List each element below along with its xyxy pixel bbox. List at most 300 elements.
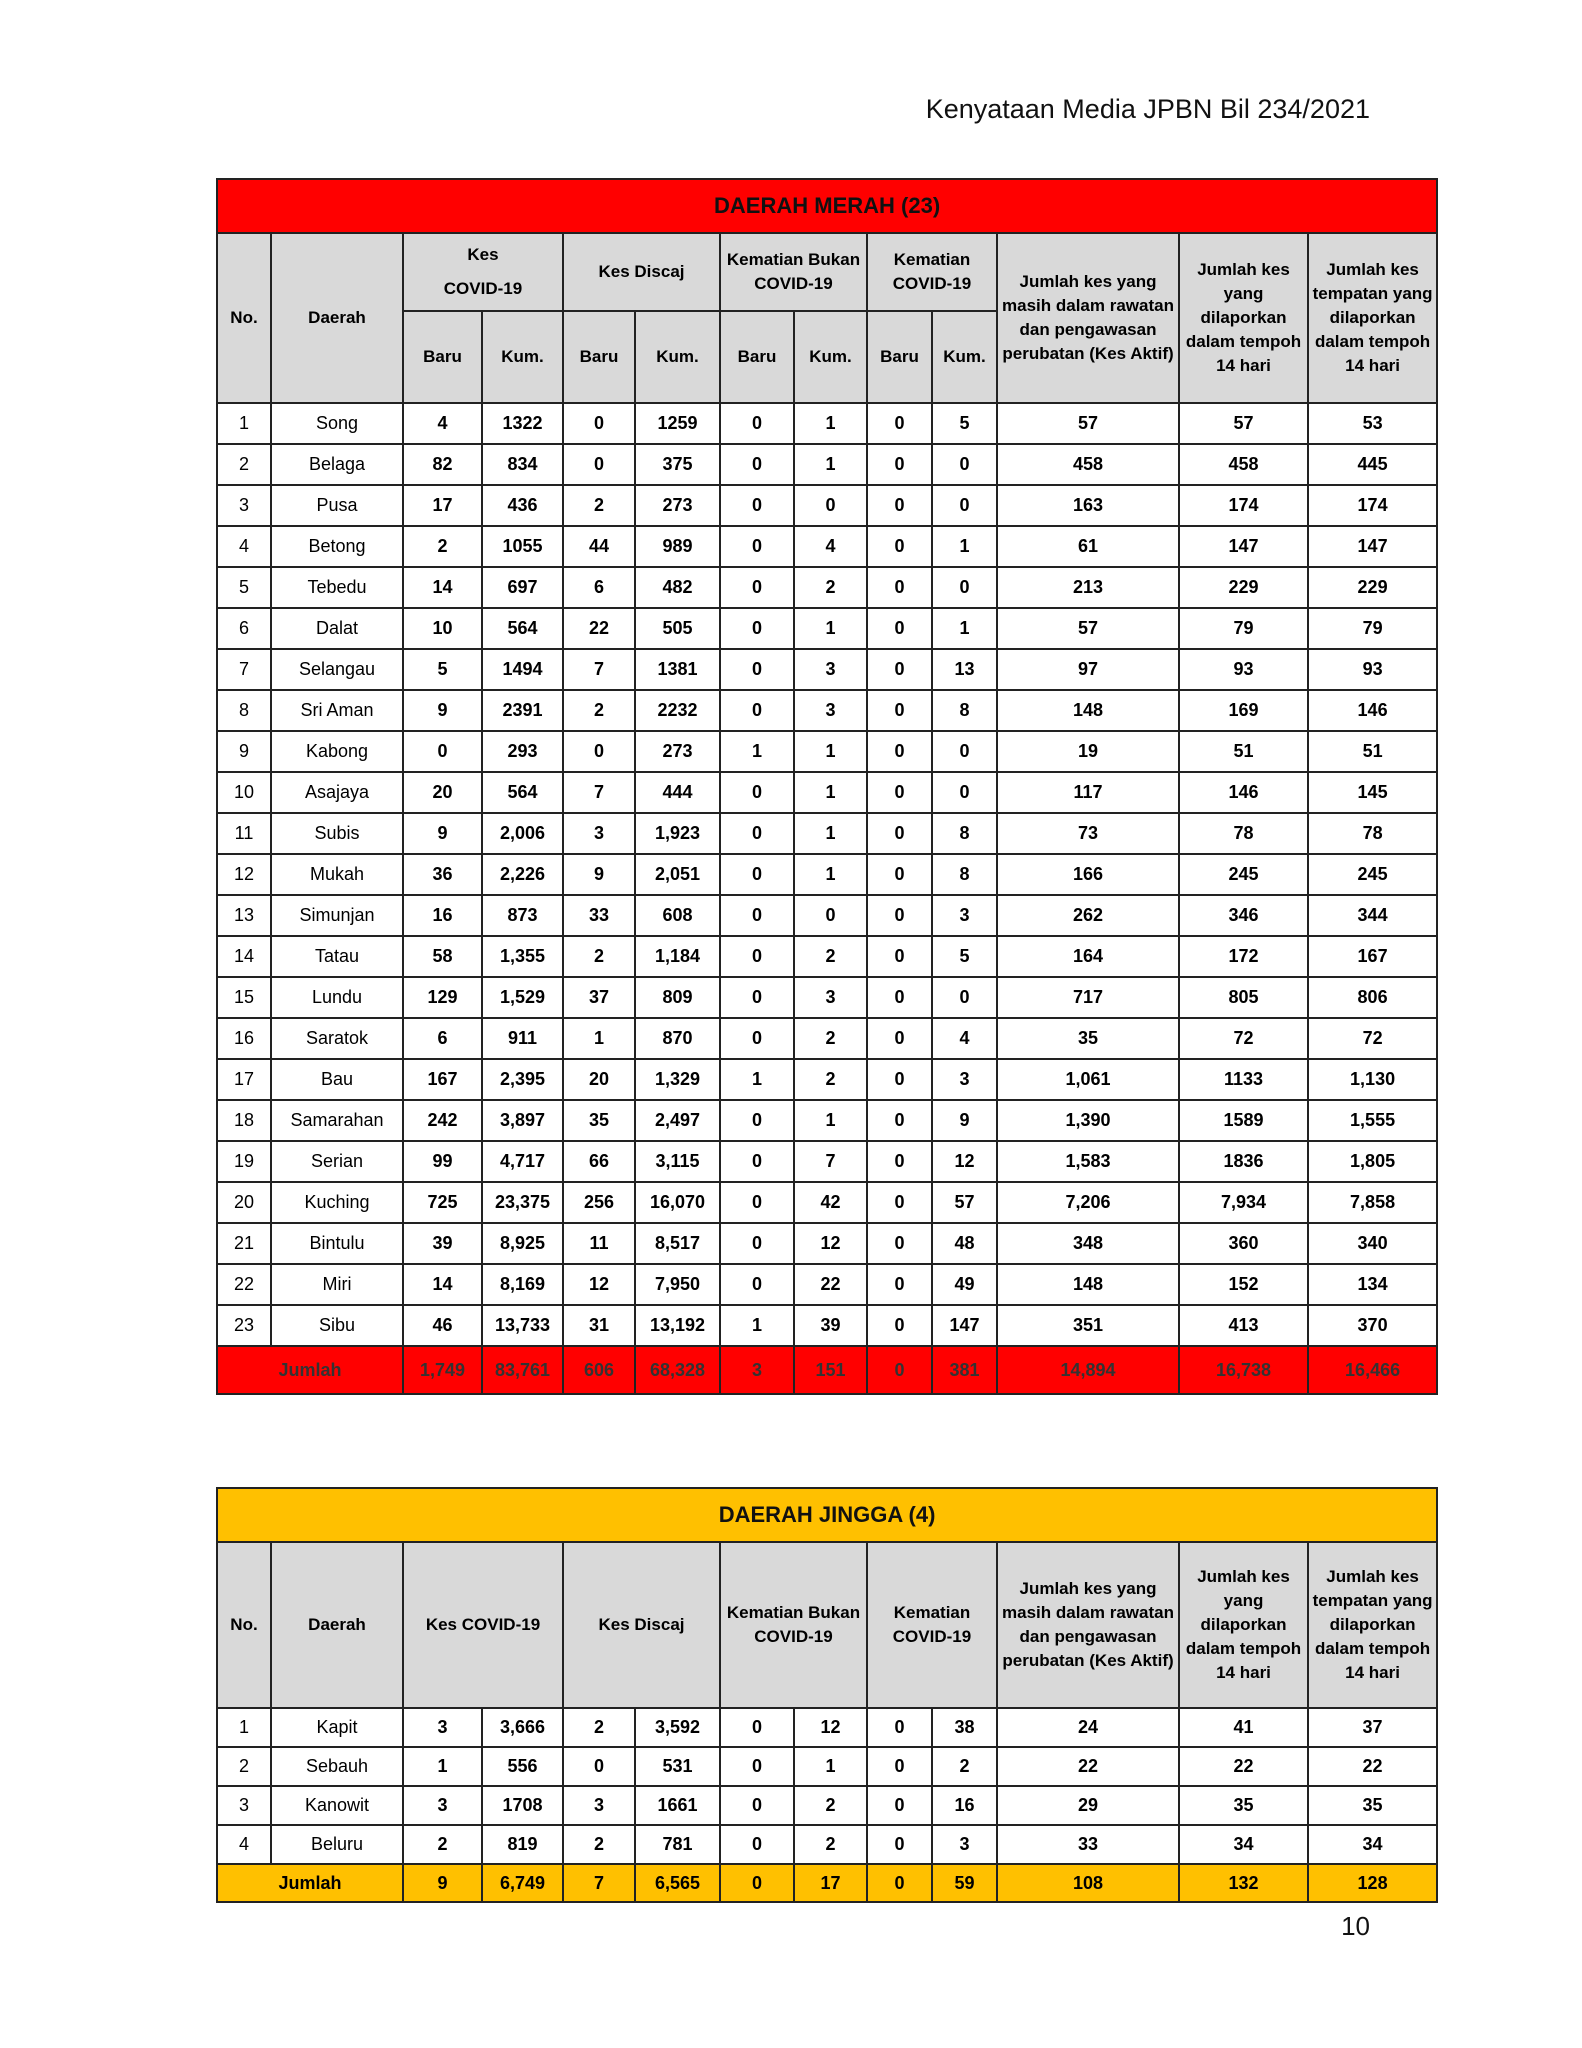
table-cell: 9 [403,690,482,731]
table-cell: 2 [403,1825,482,1864]
table-cell: 0 [563,1747,635,1786]
table-cell: 17 [217,1059,271,1100]
table-cell: 33 [563,895,635,936]
table-cell: 9 [932,1100,997,1141]
table-cell: 7 [794,1141,867,1182]
table-cell: 213 [997,567,1179,608]
total-cell: 59 [932,1864,997,1902]
sub-baru: Baru [720,311,794,403]
table-cell: Kanowit [271,1786,403,1825]
table-cell: 2 [563,1825,635,1864]
table-cell: 3 [794,690,867,731]
table-cell: 0 [867,403,932,444]
table-cell: 819 [482,1825,563,1864]
table-cell: 22 [997,1747,1179,1786]
table-cell: 5 [932,403,997,444]
table-cell: 11 [563,1223,635,1264]
table-cell: 0 [720,567,794,608]
table-cell: 413 [1179,1305,1308,1346]
document-reference: Kenyataan Media JPBN Bil 234/2021 [925,94,1370,124]
table-cell: 1,355 [482,936,563,977]
table-cell: 2,226 [482,854,563,895]
col-dilaporkan: Jumlah kes yang dilaporkan dalam tempoh 14 hari [1179,233,1308,403]
table-cell: 1,555 [1308,1100,1437,1141]
table-cell: Asajaya [271,772,403,813]
total-cell: 3 [720,1346,794,1394]
table-cell: 1661 [635,1786,720,1825]
table-cell: 13 [217,895,271,936]
table-cell: 2232 [635,690,720,731]
table-cell: 20 [403,772,482,813]
table-cell: 870 [635,1018,720,1059]
table-cell: Tebedu [271,567,403,608]
table-cell: 0 [867,444,932,485]
table-cell: 0 [867,1141,932,1182]
sub-kum: Kum. [635,311,720,403]
table-cell: 0 [720,895,794,936]
table-cell: 97 [997,649,1179,690]
table-cell: 34 [1308,1825,1437,1864]
table-cell: Kapit [271,1708,403,1747]
table-cell: 4 [217,1825,271,1864]
total-cell: 68,328 [635,1346,720,1394]
table-cell: 0 [794,895,867,936]
table-cell: 1,583 [997,1141,1179,1182]
total-cell: 9 [403,1864,482,1902]
table-cell: 3,592 [635,1708,720,1747]
table-cell: Mukah [271,854,403,895]
table-row [217,977,1437,1018]
table-cell: 48 [932,1223,997,1264]
table-cell: 35 [1308,1786,1437,1825]
table-cell: 0 [720,936,794,977]
table-row [217,1747,1437,1786]
table-cell: 134 [1308,1264,1437,1305]
sub-baru: Baru [867,311,932,403]
table-cell: 3,897 [482,1100,563,1141]
table-cell: Serian [271,1141,403,1182]
table-cell: 14 [403,1264,482,1305]
table-cell: 14 [217,936,271,977]
table-cell: 3 [794,649,867,690]
table-cell: 0 [720,403,794,444]
sub-baru: Baru [403,311,482,403]
table-cell: 0 [720,1708,794,1747]
table-cell: 0 [932,444,997,485]
col-dilaporkan: Jumlah kes yang dilaporkan dalam tempoh 14 hari [1179,1542,1308,1708]
table-cell: 717 [997,977,1179,1018]
table-cell: 82 [403,444,482,485]
table-cell: 6 [217,608,271,649]
total-cell: 17 [794,1864,867,1902]
table-cell: 33 [997,1825,1179,1864]
table-cell: 7,950 [635,1264,720,1305]
total-cell: 6,749 [482,1864,563,1902]
table-cell: 23 [217,1305,271,1346]
table-cell: 1 [794,444,867,485]
red-zone-rows [217,403,1437,1346]
table-cell: 72 [1179,1018,1308,1059]
table-cell: 11 [217,813,271,854]
table-cell: 229 [1308,567,1437,608]
table-cell: 2 [794,567,867,608]
table-cell: 1 [794,731,867,772]
sub-baru: Baru [563,311,635,403]
table-cell: 20 [563,1059,635,1100]
table-cell: 1494 [482,649,563,690]
table-cell: 1 [794,1747,867,1786]
table-cell: 7,206 [997,1182,1179,1223]
table-cell: 3 [932,1825,997,1864]
total-cell: 16,738 [1179,1346,1308,1394]
table-cell: 9 [217,731,271,772]
table-cell: 1 [720,1305,794,1346]
table-cell: 8 [932,690,997,731]
table-cell: Sebauh [271,1747,403,1786]
table-cell: 73 [997,813,1179,854]
table-cell: 4,717 [482,1141,563,1182]
table-cell: Kuching [271,1182,403,1223]
col-daerah: Daerah [271,233,403,403]
table-cell: 19 [997,731,1179,772]
table-cell: 29 [997,1786,1179,1825]
table-cell: 262 [997,895,1179,936]
table-cell: 564 [482,772,563,813]
col-kematian: Kematian COVID-19 [867,233,997,311]
table-row [217,444,1437,485]
table-cell: 2 [563,485,635,526]
table-cell: 0 [720,690,794,731]
table-cell: 174 [1179,485,1308,526]
table-cell: 0 [867,1018,932,1059]
total-cell: 0 [867,1864,932,1902]
total-label: Jumlah [217,1864,403,1902]
table-cell: 242 [403,1100,482,1141]
amber-zone-title: DAERAH JINGGA (4) [217,1488,1437,1542]
table-cell: 0 [867,772,932,813]
table-cell: 78 [1308,813,1437,854]
table-cell: Miri [271,1264,403,1305]
table-cell: 0 [720,485,794,526]
table-cell: 39 [403,1223,482,1264]
table-cell: 35 [1179,1786,1308,1825]
table-row [217,854,1437,895]
table-row [217,731,1437,772]
table-cell: 0 [867,854,932,895]
amber-zone-total-row [217,1864,1437,1902]
table-cell: 245 [1179,854,1308,895]
col-no: No. [217,1542,271,1708]
total-cell: 128 [1308,1864,1437,1902]
table-cell: 0 [867,1059,932,1100]
table-cell: 146 [1179,772,1308,813]
table-cell: 58 [403,936,482,977]
total-cell: 7 [563,1864,635,1902]
table-cell: 505 [635,608,720,649]
table-cell: 0 [867,1182,932,1223]
table-cell: 0 [867,1223,932,1264]
table-cell: Samarahan [271,1100,403,1141]
total-cell: 1,749 [403,1346,482,1394]
table-cell: 0 [867,936,932,977]
table-cell: 152 [1179,1264,1308,1305]
table-cell: 0 [563,444,635,485]
table-cell: 20 [217,1182,271,1223]
table-cell: 1 [794,813,867,854]
table-cell: 146 [1308,690,1437,731]
table-cell: 3 [217,485,271,526]
table-cell: 3 [563,1786,635,1825]
total-cell: 132 [1179,1864,1308,1902]
total-cell: 0 [867,1346,932,1394]
table-cell: 0 [932,485,997,526]
table-cell: 1 [563,1018,635,1059]
total-cell: 108 [997,1864,1179,1902]
table-cell: 66 [563,1141,635,1182]
table-cell: 51 [1179,731,1308,772]
table-cell: 834 [482,444,563,485]
table-cell: 57 [997,403,1179,444]
table-cell: 0 [867,813,932,854]
table-cell: 436 [482,485,563,526]
table-cell: 148 [997,1264,1179,1305]
table-cell: Pusa [271,485,403,526]
table-cell: 2 [217,1747,271,1786]
table-cell: 22 [1179,1747,1308,1786]
table-cell: 7,934 [1179,1182,1308,1223]
table-cell: 0 [932,567,997,608]
table-cell: 482 [635,567,720,608]
total-cell: 381 [932,1346,997,1394]
total-cell: 606 [563,1346,635,1394]
table-cell: 3 [403,1786,482,1825]
col-daerah: Daerah [271,1542,403,1708]
table-cell: 2 [794,1059,867,1100]
table-cell: 44 [563,526,635,567]
red-zone-title: DAERAH MERAH (23) [217,179,1437,233]
table-cell: 147 [1179,526,1308,567]
table-cell: 0 [932,977,997,1018]
table-cell: 809 [635,977,720,1018]
col-kematian: Kematian COVID-19 [867,1542,997,1708]
table-cell: 0 [867,731,932,772]
table-cell: 15 [217,977,271,1018]
table-cell: 164 [997,936,1179,977]
table-cell: 13 [932,649,997,690]
table-cell: 13,733 [482,1305,563,1346]
table-cell: 163 [997,485,1179,526]
table-cell: 145 [1308,772,1437,813]
table-cell: 49 [932,1264,997,1305]
total-cell: 16,466 [1308,1346,1437,1394]
table-cell: 608 [635,895,720,936]
table-cell: 9 [563,854,635,895]
table-cell: 24 [997,1708,1179,1747]
table-cell: 0 [720,1264,794,1305]
table-cell: 1 [217,1708,271,1747]
table-cell: 1322 [482,403,563,444]
table-cell: 23,375 [482,1182,563,1223]
table-row [217,1059,1437,1100]
table-cell: 34 [1179,1825,1308,1864]
table-cell: 78 [1179,813,1308,854]
table-cell: 12 [217,854,271,895]
table-cell: 19 [217,1141,271,1182]
table-row [217,1182,1437,1223]
table-cell: 0 [720,854,794,895]
table-cell: 1,130 [1308,1059,1437,1100]
table-row [217,813,1437,854]
table-cell: 22 [217,1264,271,1305]
table-cell: Song [271,403,403,444]
table-cell: 35 [997,1018,1179,1059]
table-cell: 31 [563,1305,635,1346]
col-kes-line2: COVID-19 [443,279,523,298]
table-cell: 0 [720,444,794,485]
table-cell: 3 [403,1708,482,1747]
table-cell: 0 [720,1100,794,1141]
table-cell: 99 [403,1141,482,1182]
table-cell: 1,184 [635,936,720,977]
table-cell: 2 [794,1018,867,1059]
table-cell: 0 [867,1708,932,1747]
table-row [217,895,1437,936]
table-cell: 1381 [635,649,720,690]
total-cell: 14,894 [997,1346,1179,1394]
table-cell: 1 [403,1747,482,1786]
table-cell: 1 [720,1059,794,1100]
table-cell: 79 [1179,608,1308,649]
table-row [217,1141,1437,1182]
table-cell: 3 [794,977,867,1018]
col-kematian-bukan: Kematian Bukan COVID-19 [720,233,867,311]
col-kes-discaj: Kes Discaj [563,233,720,311]
table-cell: 273 [635,731,720,772]
table-cell: 22 [1308,1747,1437,1786]
col-kes-aktif: Jumlah kes yang masih dalam rawatan dan pengawasan perubatan (Kes Aktif) [997,1542,1179,1708]
table-cell: 3 [217,1786,271,1825]
table-cell: 360 [1179,1223,1308,1264]
table-cell: Belaga [271,444,403,485]
table-cell: 293 [482,731,563,772]
table-cell: 21 [217,1223,271,1264]
table-cell: 0 [932,772,997,813]
table-cell: 445 [1308,444,1437,485]
table-cell: 57 [932,1182,997,1223]
total-cell: 151 [794,1346,867,1394]
table-cell: 7 [563,772,635,813]
table-cell: 344 [1308,895,1437,936]
col-no: No. [217,233,271,403]
table-row [217,1825,1437,1864]
col-kes-aktif: Jumlah kes yang masih dalam rawatan dan pengawasan perubatan (Kes Aktif) [997,233,1179,403]
table-cell: 0 [867,649,932,690]
table-cell: 2 [794,1825,867,1864]
table-cell: 18 [217,1100,271,1141]
sub-kum: Kum. [482,311,563,403]
table-cell: Beluru [271,1825,403,1864]
table-cell: 2391 [482,690,563,731]
table-cell: 117 [997,772,1179,813]
table-cell: 10 [217,772,271,813]
table-cell: 556 [482,1747,563,1786]
table-row [217,936,1437,977]
table-cell: 697 [482,567,563,608]
table-cell: 989 [635,526,720,567]
table-cell: 2 [403,526,482,567]
table-cell: 1 [794,772,867,813]
table-cell: 0 [867,895,932,936]
table-cell: 0 [932,731,997,772]
table-cell: 0 [867,1747,932,1786]
table-cell: 46 [403,1305,482,1346]
table-cell: 6 [563,567,635,608]
table-cell: 3,115 [635,1141,720,1182]
table-cell: 148 [997,690,1179,731]
table-cell: 458 [997,444,1179,485]
table-cell: 3 [932,1059,997,1100]
table-row [217,1100,1437,1141]
sub-kum: Kum. [932,311,997,403]
table-cell: 351 [997,1305,1179,1346]
table-cell: 2 [217,444,271,485]
table-cell: 806 [1308,977,1437,1018]
total-cell: 6,565 [635,1864,720,1902]
table-cell: 0 [720,772,794,813]
table-cell: 245 [1308,854,1437,895]
table-row [217,649,1437,690]
table-cell: 2,395 [482,1059,563,1100]
table-row [217,567,1437,608]
table-cell: 1,529 [482,977,563,1018]
table-row [217,690,1437,731]
col-kes-covid: Kes COVID-19 [403,1542,563,1708]
table-cell: 531 [635,1747,720,1786]
table-cell: 805 [1179,977,1308,1018]
table-cell: 458 [1179,444,1308,485]
table-cell: Kabong [271,731,403,772]
table-cell: 61 [997,526,1179,567]
table-cell: 147 [1308,526,1437,567]
amber-zone-rows [217,1708,1437,1864]
table-cell: 7 [217,649,271,690]
table-cell: Betong [271,526,403,567]
table-cell: 0 [720,1747,794,1786]
table-cell: 1,805 [1308,1141,1437,1182]
table-cell: 1 [932,608,997,649]
table-cell: Sri Aman [271,690,403,731]
table-cell: 93 [1179,649,1308,690]
total-label: Jumlah [217,1346,403,1394]
table-cell: 36 [403,854,482,895]
table-cell: 42 [794,1182,867,1223]
table-cell: 35 [563,1100,635,1141]
table-cell: 1055 [482,526,563,567]
table-row [217,772,1437,813]
table-cell: 0 [720,649,794,690]
table-cell: 1,923 [635,813,720,854]
table-cell: 5 [932,936,997,977]
table-cell: 3,666 [482,1708,563,1747]
table-cell: 169 [1179,690,1308,731]
table-cell: 1 [794,608,867,649]
table-cell: 0 [720,977,794,1018]
table-cell: Tatau [271,936,403,977]
table-cell: 781 [635,1825,720,1864]
table-cell: Lundu [271,977,403,1018]
table-cell: 53 [1308,403,1437,444]
table-cell: 1 [720,731,794,772]
